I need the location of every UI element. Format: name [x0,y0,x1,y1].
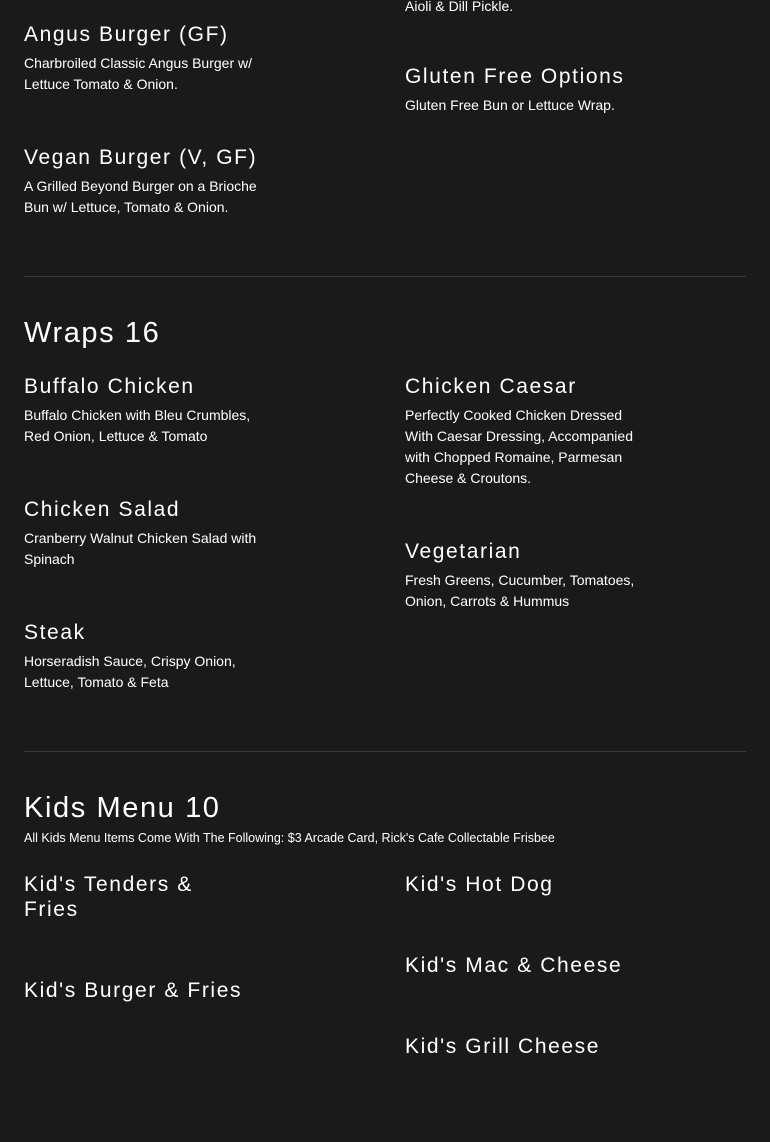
section-divider [24,276,746,277]
menu-item-chicken-salad [24,497,264,570]
item-title: Gluten Free Options [405,65,625,88]
item-title: Kid's Tenders & Fries [24,873,193,921]
item-title: Chicken Salad [24,498,181,521]
menu-item-gluten-free-options [405,64,645,116]
menu-item-kids-hot-dog [405,872,554,897]
menu-item-vegetarian [405,539,645,612]
item-title: Vegan Burger (V, GF) [24,146,258,169]
item-description: Gluten Free Bun or Lettuce Wrap. [405,97,615,113]
item-title: Buffalo Chicken [24,375,195,398]
item-title: Steak [24,621,86,644]
item-description: Buffalo Chicken with Bleu Crumbles, Red Onion, Lettuce & Tomato [24,407,251,444]
section-divider [24,751,746,752]
item-description: Cranberry Walnut Chicken Salad with Spinach [24,530,257,567]
item-title: Kid's Burger & Fries [24,979,243,1002]
menu-item-kids-tenders [24,872,234,922]
menu-item-vegan-burger [24,145,264,218]
item-description: Perfectly Cooked Chicken Dressed With Caesar Dressing, Accompanied with Chopped Romaine, Parmesan Cheese & Croutons. [405,407,633,486]
menu-item-chicken-caesar [405,374,640,489]
item-description: Charbroiled Classic Angus Burger w/ Lettuce Tomato & Onion. [24,55,252,92]
item-description: A Grilled Beyond Burger on a Brioche Bun w/ Lettuce, Tomato & Onion. [24,178,257,215]
menu-item-kids-burger [24,978,242,1003]
item-title: Kid's Grill Cheese [405,1035,601,1058]
menu-item-kids-mac-cheese [405,953,622,978]
item-description: Horseradish Sauce, Crispy Onion, Lettuce, Tomato & Feta [24,653,236,690]
menu-item-angus-burger [24,22,264,95]
item-title: Vegetarian [405,540,522,563]
menu-item-steak [24,620,264,693]
section-title-wraps: Wraps 16 [24,317,161,349]
item-description: Fresh Greens, Cucumber, Tomatoes, Onion, Carrots & Hummus [405,572,635,609]
section-note: All Kids Menu Items Come With The Following: $3 Arcade Card, Rick's Cafe Collectable Frisbee [24,831,555,845]
previous-item-description-tail: Aioli & Dill Pickle. [405,0,514,14]
item-title: Chicken Caesar [405,375,577,398]
item-title: Angus Burger (GF) [24,23,229,46]
menu-item-buffalo-chicken [24,374,264,447]
section-title-kids-menu: Kids Menu 10 [24,792,221,824]
menu-item-kids-grill-cheese [405,1034,600,1059]
item-title: Kid's Mac & Cheese [405,954,623,977]
item-title: Kid's Hot Dog [405,873,554,896]
